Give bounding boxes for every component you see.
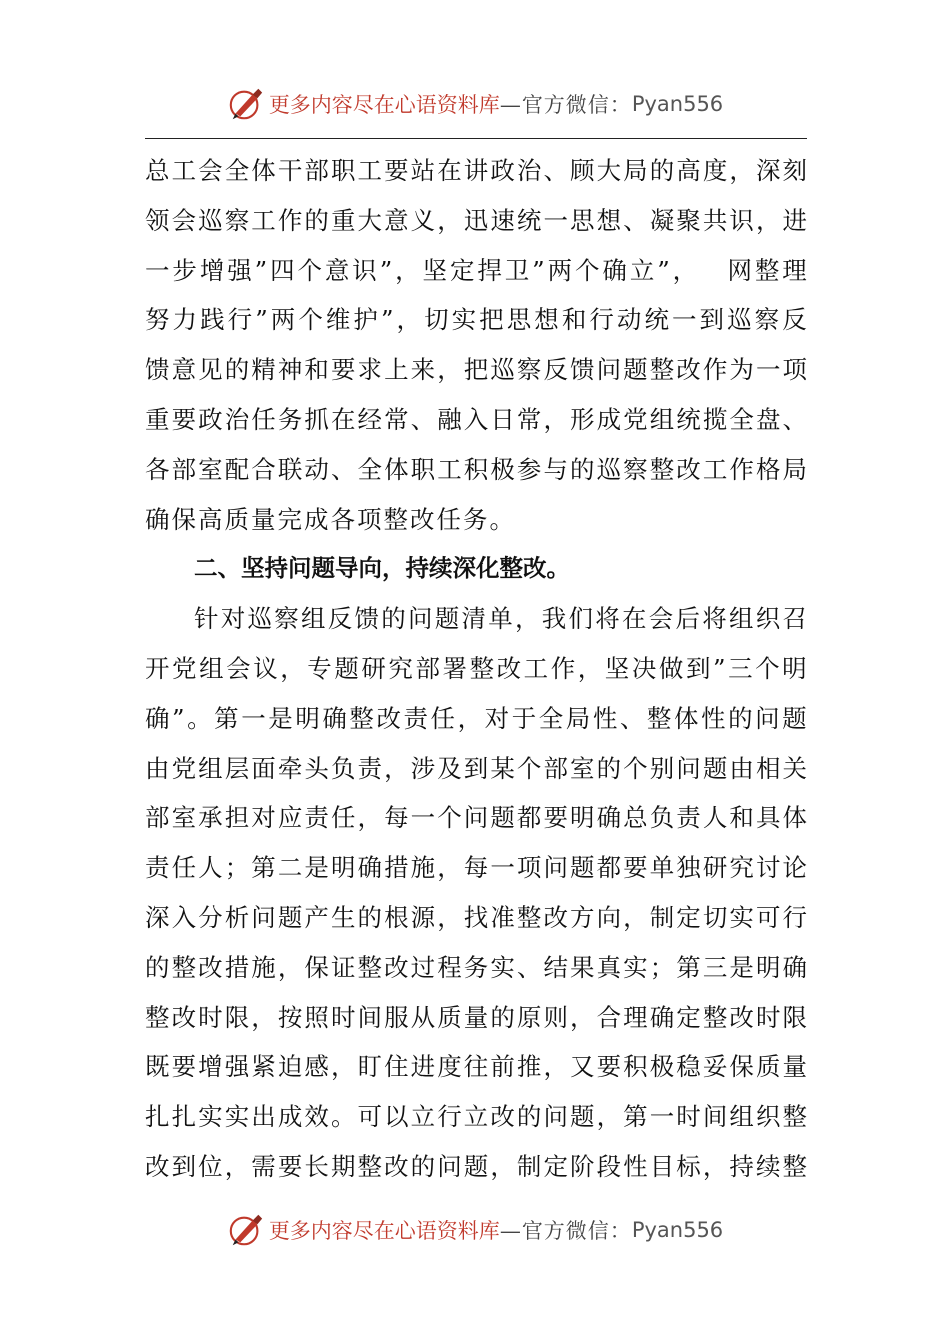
paragraph-line: 开 党 组 会 议 ， 专 题 研 究 部 署 整 改 工 作 ， 坚 决 做 到 ” 三 个 明 [145,653,807,683]
footer-watermark [0,1208,950,1252]
paragraph-line: 重 要 政 治 任 务 抓 在 经 常 、 融 入 日 常 ， 形 成 党 组 统 揽 全 盘 、 [145,404,807,434]
paragraph-line: 整 改 时 限 ， 按 照 时 间 服 从 质 量 的 原 则 ， 合 理 确 定 整 改 时 限 [145,1002,807,1032]
watermark-wechat-id: Pyan556 [631,1218,724,1242]
watermark-wechat-id: Pyan556 [631,92,724,116]
watermark-site-name: 更多内容尽在心语资料库 [268,93,500,117]
paragraph-line: 扎 扎 实 实 出 成 效 。 可 以 立 行 立 改 的 问 题 ， 第 一 时 间 组 织 整 [145,1102,807,1132]
paragraph-line: 改 到 位 ， 需 要 长 期 整 改 的 问 题 ， 制 定 阶 段 性 目 标 ， 持 续 整 [145,1151,807,1181]
paragraph-line: 总 工 会 全 体 干 部 职 工 要 站 在 讲 政 治 、 顾 大 局 的 高 度 ， 深 刻 [145,156,807,185]
header-divider [145,138,807,139]
paragraph-line: 各 部 室 配 合 联 动 、 全 体 职 工 积 极 参 与 的 巡 察 整 改 工 作 格 局 [145,454,807,484]
paragraph-line: 确保高质量完成各项整改任务。 [145,504,516,534]
paragraph-line: 既 要 增 强 紧 迫 感 ， 盯 住 进 度 往 前 推 ， 又 要 积 极 稳 妥 保 质 量 [145,1052,807,1082]
paragraph-line: 责 任 人 ； 第 二 是 明 确 措 施 ， 每 一 项 问 题 都 要 单 独 研 究 讨 论 [145,853,807,883]
paragraph-line: 领 会 巡 察 工 作 的 重 大 意 义 ， 迅 速 统 一 思 想 、 凝 聚 共 识 ， 进 [145,205,807,235]
paragraph-line: 深 入 分 析 问 题 产 生 的 根 源 ， 找 准 整 改 方 向 ， 制 定 切 实 可 行 [145,902,807,932]
watermark-wechat-label: —官方微信： [499,93,632,117]
document-body [145,146,807,1192]
paragraph-line: 确 ” 。 第 一 是 明 确 整 改 责 任 ， 对 于 全 局 性 、 整 体 性 的 问 题 [145,703,807,733]
paragraph-line: 馈 意 见 的 精 神 和 要 求 上 来 ， 把 巡 察 反 馈 问 题 整 改 作 为 一 项 [145,355,807,385]
section-heading: 二、坚持问题导向，持续深化整改。 [194,554,570,583]
watermark-wechat-label: —官方微信： [499,1219,632,1243]
paragraph-line: 努 力 践 行 ” 两 个 维 护 ” ， 切 实 把 思 想 和 行 动 统 一 到 巡 察 反 [145,305,807,335]
paragraph-line: 针 对 巡 察 组 反 馈 的 问 题 清 单 ， 我 们 将 在 会 后 将 组 织 召 [194,604,807,634]
paragraph-line: 部 室 承 担 对 应 责 任 ， 每 一 个 问 题 都 要 明 确 总 负 责 人 和 具 体 [145,803,807,833]
pen-logo-icon [227,85,265,123]
pen-logo-icon [227,1211,265,1249]
paragraph-line: 由 党 组 层 面 牵 头 负 责 ， 涉 及 到 某 个 部 室 的 个 别 问 题 由 相 关 [145,753,807,783]
watermark-site-name: 更多内容尽在心语资料库 [268,1219,500,1243]
paragraph-line: 一 步 增 强 ” 四 个 意 识 ” ， 坚 定 捍 卫 ” 两 个 确 立 ” ， 网 整 理 [145,255,807,285]
header-watermark [0,82,950,126]
paragraph-line: 的 整 改 措 施 ， 保 证 整 改 过 程 务 实 、 结 果 真 实 ； 第 三 是 明 确 [145,952,807,982]
